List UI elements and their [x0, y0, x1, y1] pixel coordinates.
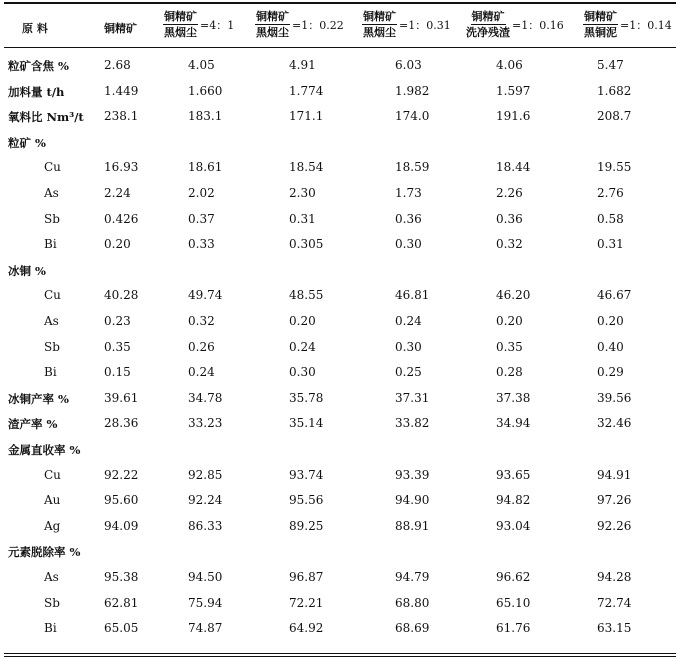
row-label: Sb: [44, 595, 60, 610]
table-cell: 2.30: [289, 186, 316, 200]
table-cell: 1.682: [597, 83, 632, 98]
table-cell: 5.47: [597, 58, 624, 72]
table-row: [0, 412, 698, 437]
table-cell: 46.67: [597, 288, 632, 303]
table-cell: 94.90: [395, 493, 430, 508]
fraction-ratio: =1：0.31: [399, 18, 451, 32]
table-cell: 92.22: [104, 467, 139, 482]
table-row: [0, 105, 698, 130]
table-row: [0, 592, 698, 617]
table-cell: 94.50: [188, 570, 223, 584]
table-cell: 32.46: [597, 416, 632, 431]
row-label: Au: [44, 493, 61, 508]
row-label: Cu: [44, 467, 61, 482]
table-cell: 0.35: [496, 339, 523, 354]
table-cell: 0.40: [597, 339, 624, 354]
table-cell: 88.91: [395, 518, 430, 533]
row-label: As: [44, 186, 59, 200]
table-cell: 0.20: [104, 237, 131, 252]
row-label: 冰铜产率 %: [8, 391, 69, 406]
table-cell: 86.33: [188, 518, 223, 533]
table-cell: 35.78: [289, 390, 324, 405]
table-cell: 92.24: [188, 493, 223, 508]
table-cell: 74.87: [188, 621, 223, 636]
row-label: 氧料比 Nm³/t: [8, 110, 84, 125]
table-cell: 183.1: [188, 109, 223, 124]
table-row: [0, 489, 698, 514]
table-bottom-rule: [4, 653, 676, 654]
table-cell: 2.76: [597, 186, 624, 200]
header-material: 原 料: [22, 22, 48, 35]
table-cell: 0.35: [104, 339, 131, 354]
table-cell: 1.449: [104, 83, 139, 98]
table-cell: 94.79: [395, 570, 430, 584]
table-cell: 64.92: [289, 621, 324, 636]
table-cell: 92.85: [188, 467, 223, 482]
table-cell: 34.94: [496, 416, 531, 431]
table-cell: 2.68: [104, 58, 131, 72]
table-cell: 4.05: [188, 58, 215, 72]
table-cell: 0.31: [597, 237, 624, 252]
fraction-ratio: =1：0.14: [620, 18, 672, 32]
fraction-numerator: 铜精矿: [363, 10, 396, 23]
table-cell: 65.10: [496, 595, 531, 610]
table-cell: 61.76: [496, 621, 531, 636]
table-cell: 72.21: [289, 595, 324, 610]
table-cell: 75.94: [188, 595, 223, 610]
table-cell: 0.24: [289, 339, 316, 354]
table-cell: 93.04: [496, 518, 531, 533]
table-cell: 171.1: [289, 109, 324, 124]
row-label: Cu: [44, 288, 61, 303]
table-cell: 94.82: [496, 493, 531, 508]
table-cell: 4.91: [289, 58, 316, 72]
table-cell: 46.20: [496, 288, 531, 303]
table-cell: 1.774: [289, 83, 324, 98]
table-cell: 28.36: [104, 416, 139, 431]
table-cell: 35.14: [289, 416, 324, 431]
table-cell: 191.6: [496, 109, 531, 124]
table-row: [0, 156, 698, 181]
row-label: 冰铜 %: [8, 263, 46, 278]
table-cell: 208.7: [597, 109, 632, 124]
table-cell: 2.24: [104, 186, 131, 200]
fraction-numerator: 铜精矿: [471, 10, 505, 23]
table-cell: 48.55: [289, 288, 324, 303]
table-cell: 0.24: [188, 365, 215, 380]
fraction-ratio: =4：1: [200, 18, 235, 32]
row-label: Ag: [44, 518, 61, 533]
table-row: [0, 387, 698, 412]
fraction-denominator: 黑烟尘: [164, 26, 197, 39]
table-cell: 1.73: [395, 186, 422, 200]
fraction-denominator: 黑铜泥: [584, 26, 617, 39]
table-cell: 95.56: [289, 493, 324, 508]
row-label: Sb: [44, 339, 60, 354]
table-cell: 18.44: [496, 160, 531, 175]
table-cell: 89.25: [289, 518, 324, 533]
fraction-ratio: =1：0.22: [292, 18, 344, 32]
table-cell: 1.982: [395, 83, 430, 98]
fraction-ratio: =1：0.16: [512, 18, 564, 32]
table-cell: 2.02: [188, 186, 215, 200]
table-cell: 65.05: [104, 621, 139, 636]
table-cell: 174.0: [395, 109, 430, 124]
row-label: Bi: [44, 237, 57, 252]
table-row: [0, 54, 698, 79]
table-cell: 49.74: [188, 288, 223, 303]
table-cell: 0.28: [496, 365, 523, 380]
table-cell: 238.1: [104, 109, 139, 124]
table-cell: 0.32: [496, 237, 523, 252]
row-label: As: [44, 570, 59, 584]
row-label: 渣产率 %: [8, 417, 58, 432]
table-row: [0, 131, 698, 156]
table-cell: 18.59: [395, 160, 430, 175]
table-cell: 0.20: [597, 314, 624, 328]
table-cell: 0.30: [395, 339, 422, 354]
table-cell: 33.82: [395, 416, 430, 431]
table-cell: 0.58: [597, 211, 624, 226]
table-row: [0, 464, 698, 489]
table-cell: 0.426: [104, 211, 139, 226]
row-label: 粒矿含焦 %: [8, 59, 69, 73]
table-row: [0, 208, 698, 233]
table-cell: 68.69: [395, 621, 430, 636]
header-fraction-4: [466, 10, 564, 39]
row-label: As: [44, 314, 59, 328]
table-cell: 33.23: [188, 416, 223, 431]
table-cell: 18.54: [289, 160, 324, 175]
table-row: [0, 182, 698, 207]
table-cell: 97.26: [597, 493, 632, 508]
table-row: [0, 566, 698, 591]
row-label: 金属直收率 %: [8, 443, 81, 457]
table-cell: 0.37: [188, 211, 215, 226]
table-row: [0, 515, 698, 540]
table-row: [0, 284, 698, 309]
table-cell: 94.28: [597, 570, 632, 584]
table-cell: 6.03: [395, 58, 422, 72]
table-cell: 0.30: [395, 237, 422, 252]
table-cell: 19.55: [597, 160, 632, 175]
table-cell: 18.61: [188, 160, 223, 175]
fraction-numerator: 铜精矿: [256, 10, 289, 23]
header-fraction-1: [163, 10, 234, 39]
table-cell: 46.81: [395, 288, 430, 303]
header-rule: [4, 47, 676, 48]
table-cell: 2.26: [496, 186, 523, 200]
table-cell: 0.24: [395, 314, 422, 328]
row-label: 粒矿 %: [8, 135, 46, 150]
header-fraction-5: [583, 10, 672, 39]
table-cell: 39.56: [597, 390, 632, 405]
table-cell: 0.20: [496, 314, 523, 328]
table-cell: 0.20: [289, 314, 316, 328]
row-label: Bi: [44, 621, 57, 636]
table-bottom-rule-2: [4, 656, 676, 657]
fraction-denominator: 黑烟尘: [363, 26, 396, 39]
table-cell: 0.25: [395, 365, 422, 380]
table-cell: 96.62: [496, 570, 531, 584]
table-cell: 16.93: [104, 160, 139, 175]
table-cell: 63.15: [597, 621, 632, 636]
table-top-rule: [4, 2, 676, 4]
row-label: 加料量 t/h: [8, 84, 65, 99]
table-cell: 37.31: [395, 390, 430, 405]
table-row: [0, 259, 698, 284]
table-cell: 39.61: [104, 390, 139, 405]
table-cell: 34.78: [188, 390, 223, 405]
table-cell: 0.305: [289, 237, 324, 252]
table-cell: 95.60: [104, 493, 139, 508]
table-row: [0, 540, 698, 565]
fraction-denominator: 黑烟尘: [256, 26, 289, 39]
header-fraction-3: [362, 10, 451, 39]
table-cell: 68.80: [395, 595, 430, 610]
table-cell: 93.74: [289, 467, 324, 482]
table-cell: 0.30: [289, 365, 316, 380]
header-fraction-2: [255, 10, 344, 39]
table-cell: 94.09: [104, 518, 139, 533]
row-label: 元素脱除率 %: [8, 545, 81, 560]
row-label: Cu: [44, 160, 61, 175]
table-row: [0, 80, 698, 105]
table-cell: 40.28: [104, 288, 139, 303]
table-row: [0, 361, 698, 386]
table-cell: 0.31: [289, 211, 316, 226]
table-cell: 62.81: [104, 595, 139, 610]
table-cell: 0.29: [597, 365, 624, 380]
table-cell: 95.38: [104, 570, 139, 584]
table-cell: 0.33: [188, 237, 215, 252]
table-cell: 0.36: [496, 211, 523, 226]
table-row: [0, 233, 698, 258]
table-cell: 4.06: [496, 58, 523, 72]
table-cell: 1.597: [496, 83, 531, 98]
table-cell: 92.26: [597, 518, 632, 533]
header-col1: 铜精矿: [104, 22, 137, 35]
fraction-numerator: 铜精矿: [164, 10, 197, 23]
table-cell: 0.36: [395, 211, 422, 226]
table-row: [0, 336, 698, 361]
table-cell: 96.87: [289, 570, 324, 584]
table-cell: 0.15: [104, 365, 131, 380]
table-cell: 93.39: [395, 467, 430, 482]
fraction-numerator: 铜精矿: [584, 10, 617, 23]
row-label: Sb: [44, 211, 60, 226]
table-cell: 0.26: [188, 339, 215, 354]
table-row: [0, 310, 698, 335]
table-row: [0, 438, 698, 463]
table-cell: 93.65: [496, 467, 531, 482]
table-cell: 37.38: [496, 390, 531, 405]
table-cell: 1.660: [188, 83, 223, 98]
table-cell: 72.74: [597, 595, 632, 610]
table-row: [0, 617, 698, 642]
fraction-denominator: 洗净残渣: [466, 26, 510, 39]
row-label: Bi: [44, 365, 57, 380]
table-cell: 94.91: [597, 467, 632, 482]
table-cell: 0.23: [104, 314, 131, 328]
table-cell: 0.32: [188, 314, 215, 328]
